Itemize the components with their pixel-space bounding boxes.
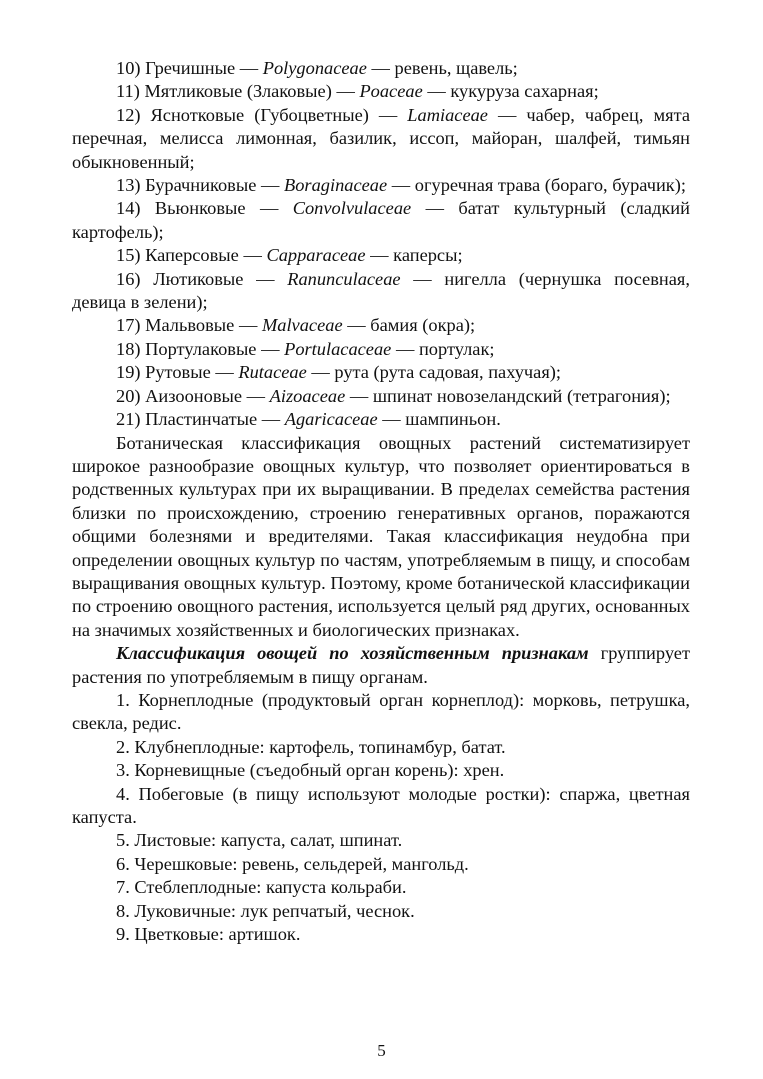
latin-name: Poaceae: [359, 81, 423, 102]
family-item: 18) Портулаковые — Portulacaceae — портулак;: [116, 338, 495, 359]
family-item: 21) Пластинчатые — Agaricaceae — шампиньон.: [116, 409, 501, 430]
economic-group-item: 4. Побеговые (в пищу используют молодые ростки): спаржа, цветная капуста.: [72, 783, 690, 827]
latin-name: Aizoaceae: [269, 385, 346, 406]
family-item: 17) Мальвовые — Malvaceae — бамия (окра);: [116, 315, 476, 336]
latin-name: Rutaceae: [238, 362, 307, 383]
economic-group-item: 2. Клубнеплодные: картофель, топинамбур, батат.: [116, 736, 506, 757]
latin-name: Malvaceae: [261, 315, 343, 336]
family-item: 20) Аизооновые — Aizoaceae — шпинат новозеландский (тетрагония);: [116, 385, 671, 406]
botanical-paragraph: Ботаническая классификация овощных растений систематизирует широкое разнообразие овощных культур, что позволяет ориентироваться в родственных культурах при их выращивании. В пределах семейства растения близки по происхождению, строению генеративных органов, поражаются общими болезнями и вредителями. Такая классификация неудобна при определении овощных культур по частям, употребляемым в пищу, и способам выращивания овощных культур. Поэтому, кроме ботанической классификации по строению овощного растения, используется целый ряд других, основанных на значимых хозяйственных и биологических признаках.: [72, 432, 690, 640]
latin-name: Agaricaceae: [284, 409, 378, 430]
family-item: 16) Лютиковые — Ranunculaceae — нигелла (чернушка посевная, девица в зелени);: [72, 268, 690, 313]
economic-group-item: 1. Корнеплодные (продуктовый орган корнеплод): морковь, петрушка, свекла, редис.: [72, 689, 690, 734]
bold-term: Классификация овощей по хозяйственным признакам: [116, 643, 589, 664]
latin-name: Ranunculaceae: [287, 268, 401, 289]
family-item: 14) Вьюнковые — Convolvulaceae — батат культурный (сладкий картофель);: [72, 198, 690, 242]
latin-name: Polygonaceae: [262, 58, 367, 78]
latin-name: Convolvulaceae: [292, 198, 412, 219]
family-item: 11) Мятликовые (Злаковые) — Poaceae — кукуруза сахарная;: [116, 81, 599, 102]
economic-group-item: 6. Черешковые: ревень, сельдерей, мангольд.: [116, 853, 469, 874]
family-item: 19) Рутовые — Rutaceae — рута (рута садовая, пахучая);: [116, 362, 562, 383]
latin-name: Lamiaceae: [407, 104, 488, 125]
economic-group-item: 7. Стеблеплодные: капуста кольраби.: [116, 877, 407, 898]
family-item: 10) Гречишные — Polygonaceae — ревень, щавель;: [116, 58, 518, 78]
latin-name: Capparaceae: [266, 245, 366, 266]
economic-group-item: 9. Цветковые: артишок.: [116, 924, 301, 945]
page-number: 5: [377, 1041, 386, 1060]
family-item: 15) Каперсовые — Capparaceae — каперсы;: [116, 245, 463, 266]
page-text: [72, 57, 690, 946]
economic-group-item: 5. Листовые: капуста, салат, шпинат.: [116, 830, 403, 851]
latin-name: Portulacaceae: [284, 338, 392, 359]
latin-name: Boraginaceae: [283, 175, 388, 196]
economic-intro-paragraph: Классификация овощей по хозяйственным признакам группирует растения по употребляемым в пищу органам.: [72, 643, 690, 687]
economic-group-item: 3. Корневищные (съедобный орган корень): хрен.: [116, 760, 505, 781]
family-item: 13) Бурачниковые — Boraginaceae — огуречная трава (бораго, бурачик);: [116, 175, 686, 196]
economic-group-item: 8. Луковичные: лук репчатый, чеснок.: [116, 900, 415, 921]
family-item: 12) Яснотковые (Губоцветные) — Lamiaceae — чабер, чабрец, мята перечная, мелисса лимонная, базилик, иссоп, майоран, шалфей, тимьян обыкновенный;: [72, 104, 690, 172]
